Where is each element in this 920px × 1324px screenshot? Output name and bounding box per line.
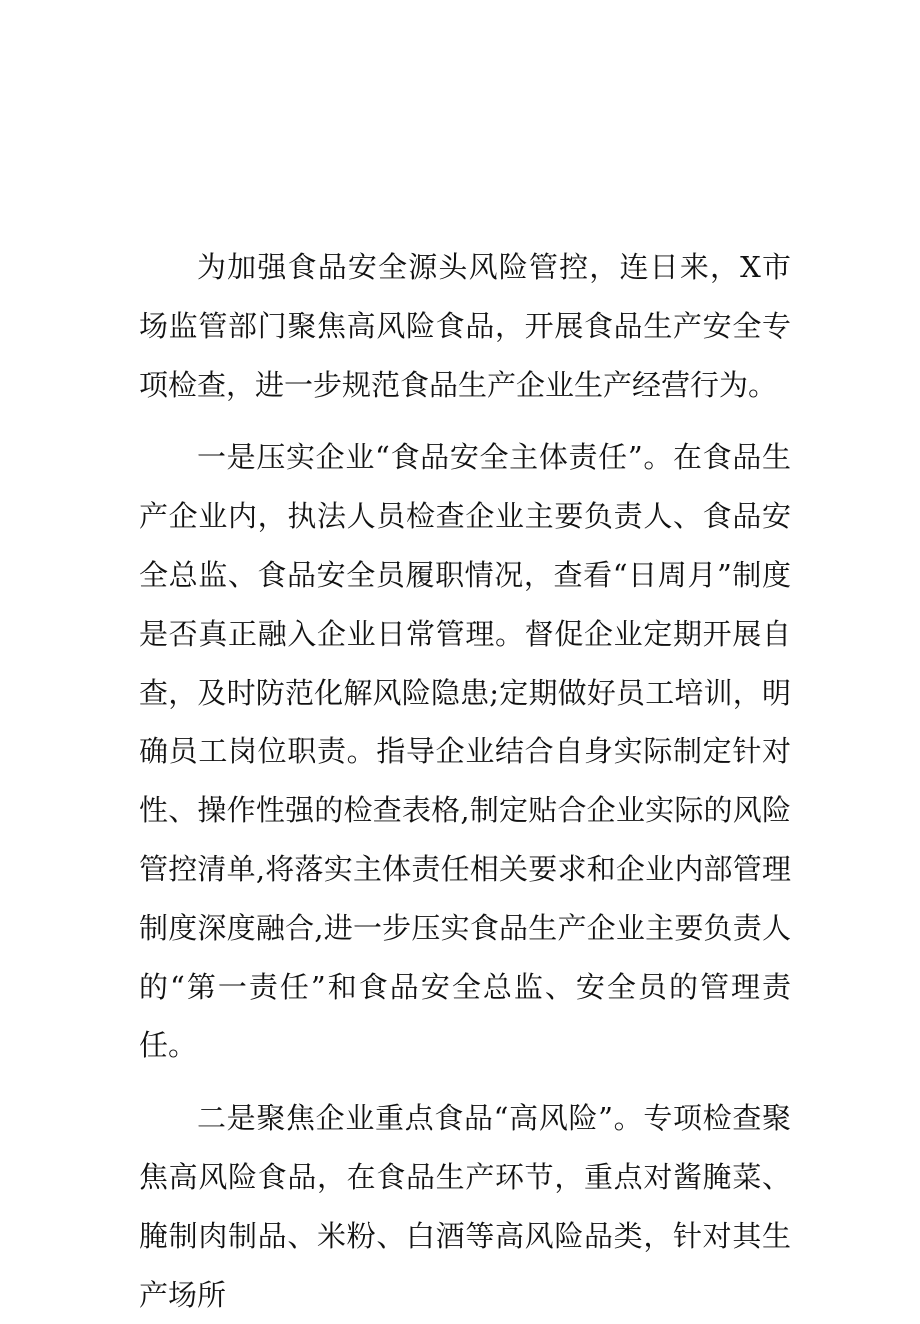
document-body [139, 238, 791, 1324]
paragraph-high-risk-food: 二是聚焦企业重点食品“高风险”。专项检查聚焦高风险食品，在食品生产环节，重点对酱腌菜、腌制肉制品、米粉、白酒等高风险品类，针对其生产场所 [139, 1101, 791, 1312]
paragraph-intro: 为加强食品安全源头风险管控，连日来，X市场监管部门聚焦高风险食品，开展食品生产安全专项检查，进一步规范食品生产企业生产经营行为。 [139, 250, 791, 402]
paragraph-main-responsibility: 一是压实企业“食品安全主体责任”。在食品生产企业内，执法人员检查企业主要负责人、食品安全总监、食品安全员履职情况，查看“日周月”制度是否真正融入企业日常管理。督促企业定期开展自查，及时防范化解风险隐患;定期做好员工培训，明确员工岗位职责。指导企业结合自身实际制定针对性、操作性强的检查表格,制定贴合企业实际的风险管控清单,将落实主体责任相关要求和企业内部管理制度深度融合,进一步压实食品生产企业主要负责人的“第一责任”和食品安全总监、安全员的管理责任。 [139, 440, 791, 1063]
